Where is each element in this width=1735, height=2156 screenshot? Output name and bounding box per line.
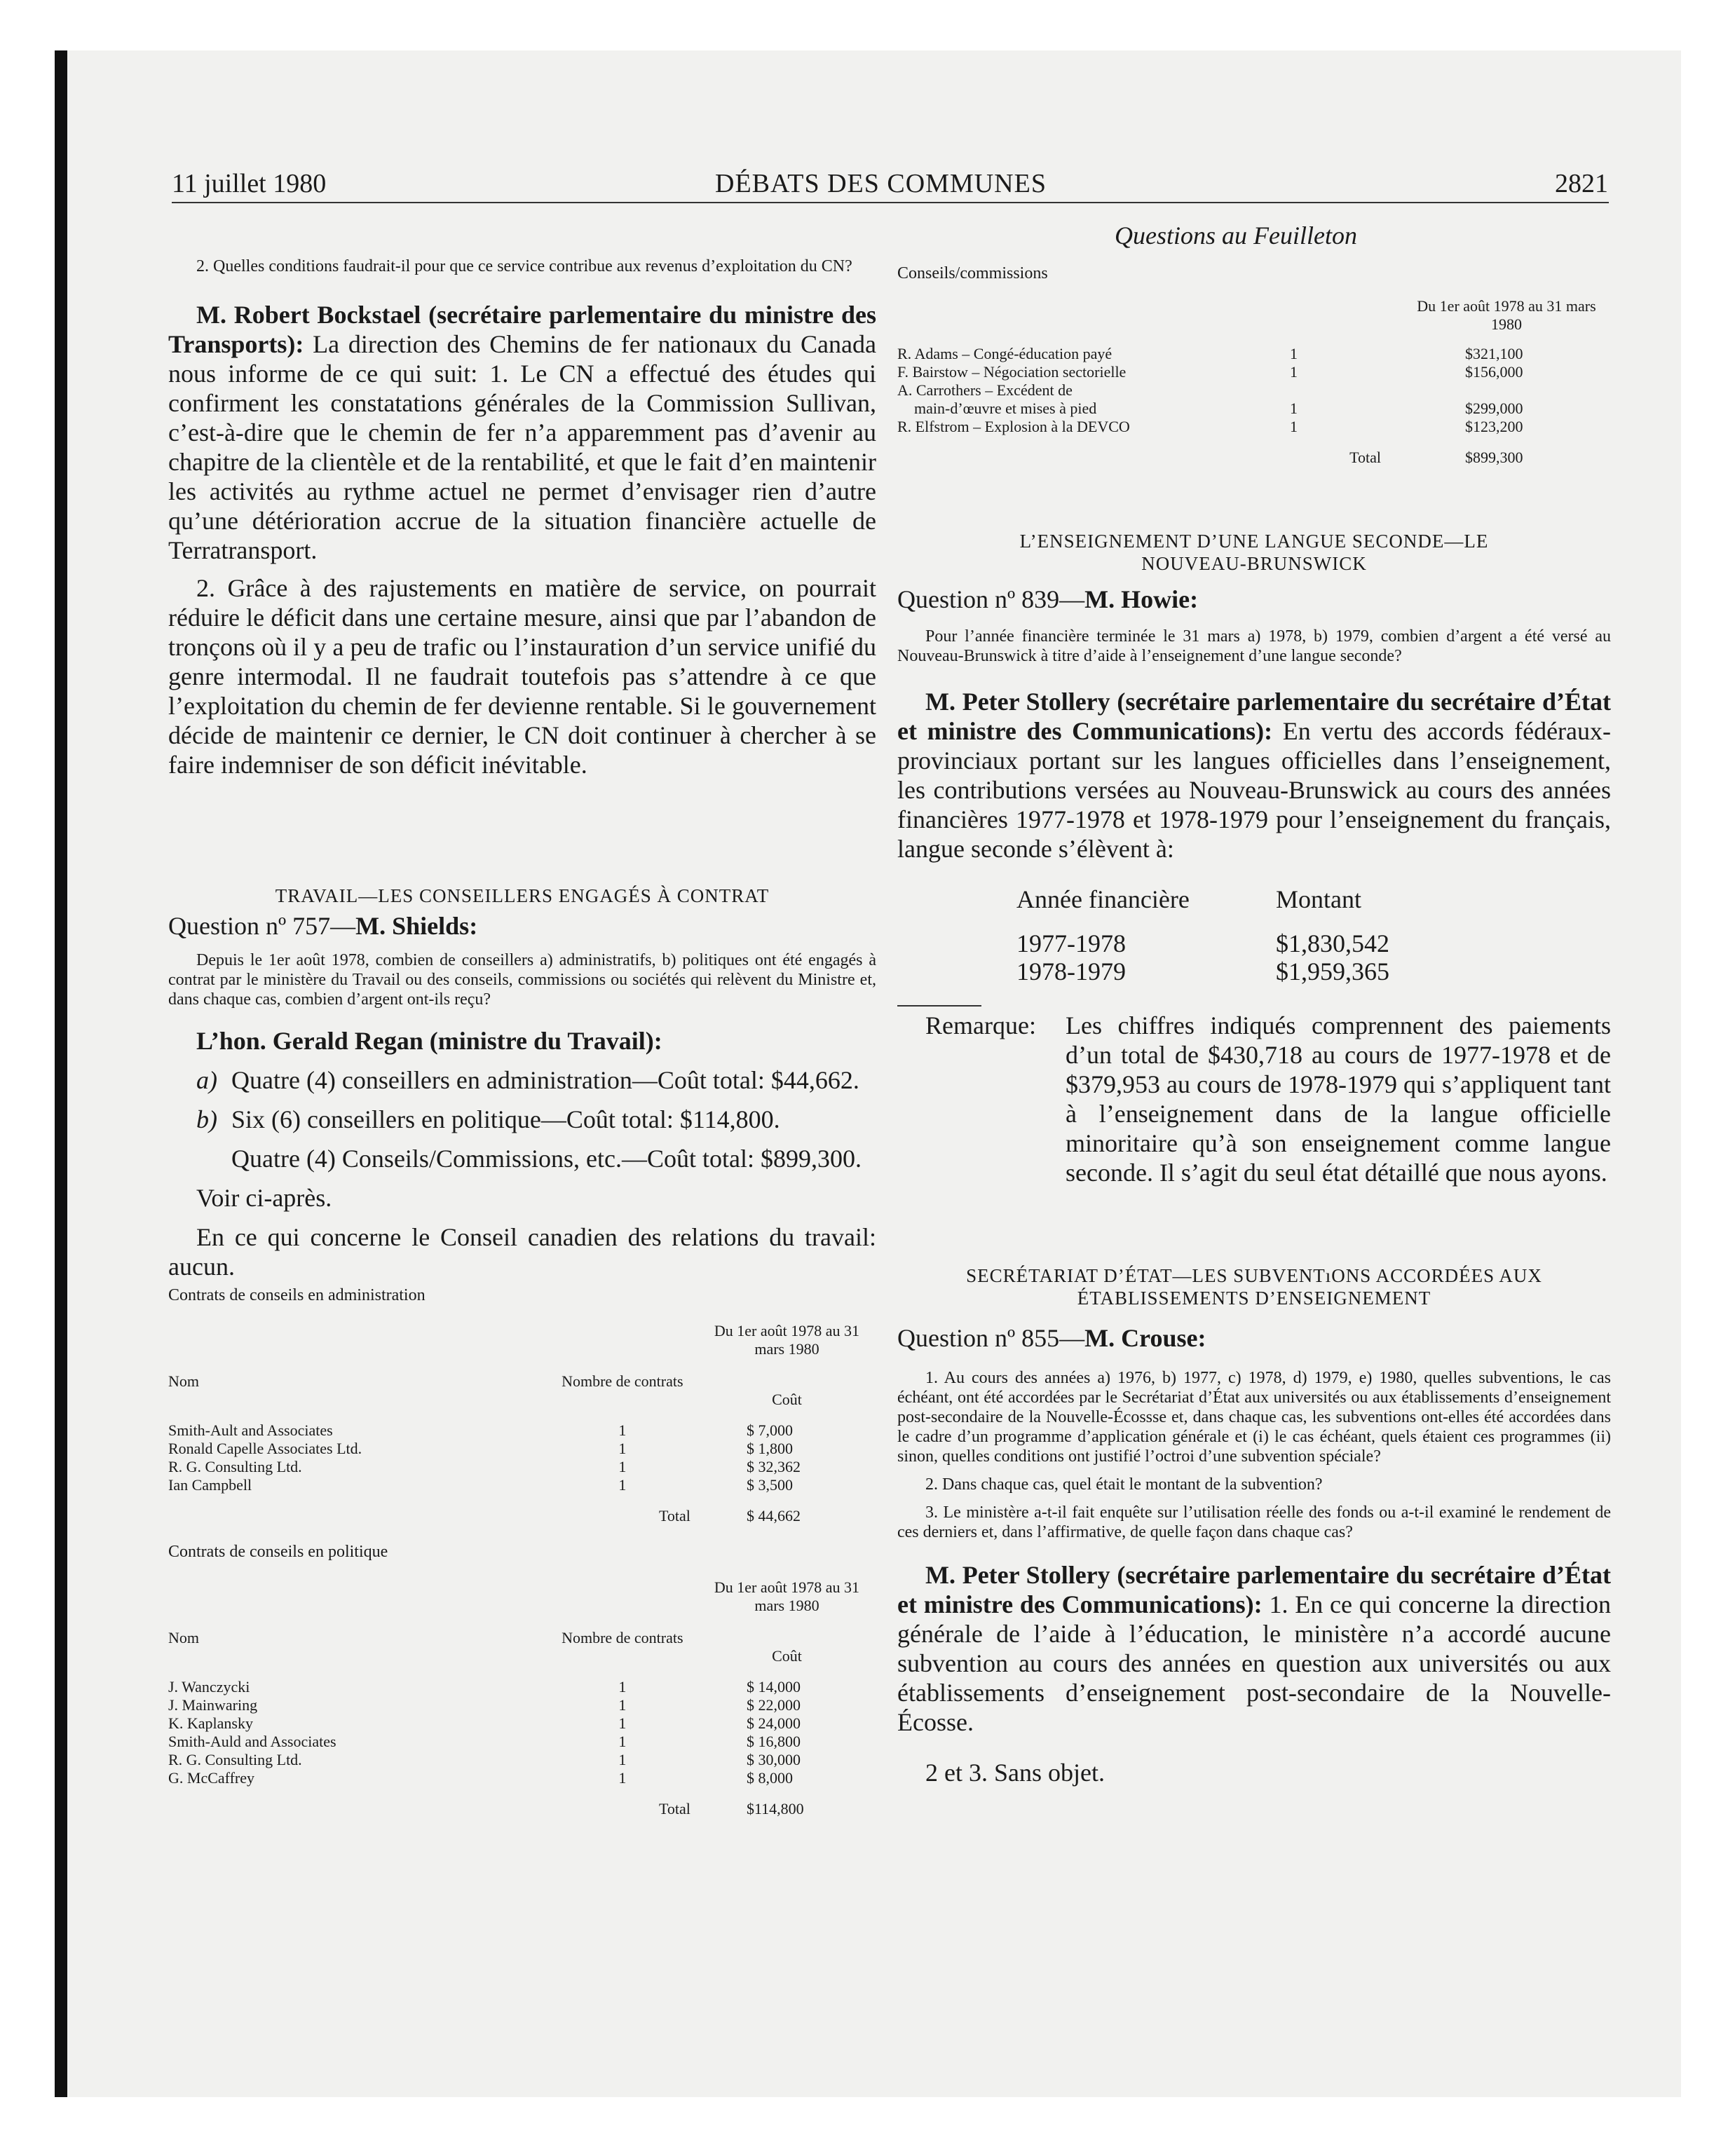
table-row: R. G. Consulting Ltd. 1 $ 32,362 bbox=[168, 1458, 801, 1475]
table-row: Ronald Capelle Associates Ltd. 1 $ 1,800 bbox=[168, 1440, 793, 1457]
table-caption: Contrats de conseils en politique bbox=[168, 1543, 388, 1561]
col-header-count: Nombre de contrats bbox=[562, 1629, 683, 1646]
section-heading: SECRÉTARIAT D’ÉTAT—LES SUBVENTıONS ACCORDÉES AUX ÉTABLISSEMENTS D’ENSEIGNEMENT bbox=[966, 1265, 1542, 1309]
scan-edge-bar bbox=[55, 50, 67, 2097]
answer-text: La direction des Chemins de fer nationaux du Canada nous informe de ce qui suit: 1. Le CN a effectué des études qui confirment les constatations générales de la Commission Sullivan, c’est-à-dire que le chemin de fer n’a apparemment pas d’avenir au chapitre de la clientèle et de la rentabilité, et que le fait d’en maintenir les activités au rythme actuel ne permet d’envisager rien d’autre qu’une détérioration accrue de la situation financière actuelle de Terratransport. bbox=[168, 330, 876, 564]
question-855 bbox=[897, 1323, 1611, 1353]
voir-ci-apres: Voir ci-après. bbox=[196, 1184, 332, 1212]
stollery-answer bbox=[897, 687, 1611, 864]
table-row: F. Bairstow – Négociation sectorielle 1 $156,000 bbox=[897, 363, 1523, 381]
answer-item-b bbox=[168, 1105, 876, 1134]
admin-contracts-table bbox=[168, 1322, 876, 1525]
item-marker: a) bbox=[196, 1066, 217, 1094]
question-number: Question nº 757— bbox=[168, 912, 356, 940]
table-caption: Contrats de conseils en administration bbox=[168, 1286, 426, 1304]
answer-text: En vertu des accords fédéraux-provinciaux portant sur les langues officielles dans l’enseignement, les contributions versées au Nouveau-Brunswick au cours des années financières 1977-1978 et 1978-1979 pour l’enseignement du français, langue seconde s’élèvent à: bbox=[897, 717, 1611, 863]
question-author: M. Crouse: bbox=[1084, 1324, 1206, 1352]
remark-label: Remarque: bbox=[925, 1011, 1036, 1039]
period-label: Du 1er août 1978 au 31 mars 1980 bbox=[714, 1322, 860, 1358]
question-author: M. Howie: bbox=[1084, 585, 1199, 613]
section-subheader: Questions au Feuilleton bbox=[1115, 221, 1357, 250]
question-number: Question nº 839— bbox=[897, 585, 1085, 613]
bockstael-answer-2: 2. Grâce à des rajustements en matière de service, on pourrait réduire le déficit dans une certaine mesure, ainsi que par l’abandon de tronçons où il y a peu de trafic ou l’instauration d’un service unifié du genre intermodal. Il ne faudrait toutefois pas s’attendre à ce que l’exploitation du chemin de fer devienne rentable. Si le gouvernement décide de maintenir ce dernier, le CN doit continuer à chercher à se faire indemniser de son déficit inévitable. bbox=[168, 574, 876, 779]
question-855-part-1: 1. Au cours des années a) 1976, b) 1977, c) 1978, d) 1979, e) 1980, quelles subventions, le cas échéant, ont été accordées par le Secrétariat d’État aux universités ou aux établissements d’enseignement post-secondaire de la Nouvelle-Écossse et, dans chaque cas, les subventions ont-elles été accordées dans le cadre d’un programme d’application générale et (i) le cas échéant, quels étaient ces programmes (ii) sinon, quelles conditions ont justifié l’octroi d’une subvention spéciale? bbox=[897, 1369, 1611, 1466]
table-caption: Conseils/commissions bbox=[897, 264, 1048, 282]
question-number: Question nº 855— bbox=[897, 1324, 1085, 1352]
speaker-name: M. Peter Stollery (secrétaire parlementaire du secrétaire d’État et ministre des Communications): bbox=[897, 688, 1611, 745]
question-839-text: Pour l’année financière terminée le 31 mars a) 1978, b) 1979, combien d’argent a été versé au Nouveau-Brunswick à titre d’aide à l’enseignement d’une langue seconde? bbox=[897, 627, 1611, 665]
section-heading: L’ENSEIGNEMENT D’UNE LANGUE SECONDE—LE NOUVEAU-BRUNSWICK bbox=[1019, 531, 1489, 574]
table-row: G. McCaffrey 1 $ 8,000 bbox=[168, 1769, 793, 1787]
footnote-rule bbox=[897, 1005, 981, 1007]
answer-item-a bbox=[168, 1065, 876, 1095]
table-row: 1977-1978 $1,830,542 bbox=[1016, 929, 1389, 957]
table-total-row: Total $ 44,662 bbox=[659, 1507, 801, 1524]
item-marker: b) bbox=[196, 1105, 217, 1133]
table-row: 1978-1979 $1,959,365 bbox=[1016, 957, 1389, 985]
speaker-name: M. Robert Bockstael (secrétaire parlementaire du ministre des Transports): bbox=[168, 301, 876, 358]
remark-text: Les chiffres indiqués comprennent des paiements d’un total de $430,718 au cours de 1977-1978 et de $379,953 au cours de 1978-1979 qui s’appliquent tant à l’enseignement dans de la langue officielle minoritaire qu’à son enseignement comme langue seconde. Il s’agit du seul état détaillé que nous ayons. bbox=[1066, 1011, 1611, 1187]
item-text: Six (6) conseillers en politique—Coût total: $114,800. bbox=[231, 1105, 780, 1133]
col-header-count: Nombre de contrats bbox=[562, 1372, 683, 1390]
table-row: A. Carrothers – Excédent de bbox=[897, 381, 1073, 399]
question-continuation: 2. Quelles conditions faudrait-il pour que ce service contribue aux revenus d’exploitation du CN? bbox=[196, 257, 852, 275]
right-column bbox=[897, 210, 1611, 1787]
header-page-number: 2821 bbox=[1555, 169, 1608, 198]
stollery-answer-2-closing: 2 et 3. Sans objet. bbox=[925, 1759, 1105, 1787]
col-header-cost: Coût bbox=[772, 1391, 802, 1408]
table-row: Smith-Ault and Associates 1 $ 7,000 bbox=[168, 1421, 793, 1439]
period-label: Du 1er août 1978 au 31 mars 1980 bbox=[714, 1578, 860, 1614]
answer-text: 1. En ce qui concerne la direction générale de l’aide à l’éducation, le ministère n’a accordé aucune subvention au cours des années en question aux universités ou aux établissements d’enseignement post-secondaire de la Nouvelle-Écosse. bbox=[897, 1590, 1611, 1736]
table-row: Ian Campbell 1 $ 3,500 bbox=[168, 1476, 793, 1494]
bockstael-answer bbox=[168, 300, 876, 565]
table-row: R. Elfstrom – Explosion à la DEVCO 1 $123,200 bbox=[897, 418, 1523, 435]
table-row: Smith-Auld and Associates 1 $ 16,800 bbox=[168, 1733, 801, 1750]
fiscal-table-header: Année financière Montant bbox=[1016, 885, 1361, 913]
item-text: Quatre (4) conseillers en administration—Coût total: $44,662. bbox=[231, 1066, 859, 1094]
stollery-answer-2 bbox=[897, 1560, 1611, 1737]
question-757 bbox=[168, 911, 876, 941]
period-label: Du 1er août 1978 au 31 mars 1980 bbox=[1417, 297, 1596, 333]
table-row: R. G. Consulting Ltd. 1 $ 30,000 bbox=[168, 1751, 801, 1768]
left-column bbox=[168, 210, 876, 1818]
col-header-name: Nom bbox=[168, 1372, 199, 1390]
policy-contracts-table bbox=[168, 1578, 876, 1818]
section-heading: TRAVAIL—LES CONSEILLERS ENGAGÉS À CONTRAT bbox=[275, 885, 770, 906]
regan-answer-intro bbox=[168, 1026, 876, 1056]
answer-item-c: Quatre (4) Conseils/Commissions, etc.—Coût total: $899,300. bbox=[231, 1145, 862, 1173]
header-date: 11 juillet 1980 bbox=[172, 169, 327, 198]
table-total-row: Total $114,800 bbox=[659, 1800, 804, 1817]
table-row: R. Adams – Congé-éducation payé 1 $321,100 bbox=[897, 345, 1523, 362]
question-855-part-2: 2. Dans chaque cas, quel était le montant de la subvention? bbox=[925, 1475, 1323, 1494]
table-row: J. Wanczycki 1 $ 14,000 bbox=[168, 1678, 801, 1696]
table-row: J. Mainwaring 1 $ 22,000 bbox=[168, 1696, 801, 1714]
speaker-name: L’hon. Gerald Regan (ministre du Travail): bbox=[196, 1027, 662, 1055]
header-rule bbox=[172, 202, 1609, 203]
question-757-text: Depuis le 1er août 1978, combien de conseillers a) administratifs, b) politiques ont été engagés à contrat par le ministère du Travail ou des conseils, commissions ou sociétés qui relèvent du Ministre et, dans chaque cas, combien d’argent ont-ils reçu? bbox=[168, 951, 876, 1009]
boards-commissions-table bbox=[897, 297, 1611, 467]
ccrt-statement: En ce qui concerne le Conseil canadien des relations du travail: aucun. bbox=[168, 1223, 876, 1281]
table-total-row: Total $899,300 bbox=[1349, 449, 1523, 466]
question-author: M. Shields: bbox=[355, 912, 478, 940]
question-839 bbox=[897, 585, 1611, 614]
speaker-name: M. Peter Stollery (secrétaire parlementaire du secrétaire d’État et ministre des Communications): bbox=[897, 1561, 1611, 1618]
col-header-cost: Coût bbox=[772, 1647, 802, 1665]
table-row: main-d’œuvre et mises à pied 1 $299,000 bbox=[914, 400, 1523, 417]
col-header-name: Nom bbox=[168, 1629, 199, 1646]
question-855-part-3: 3. Le ministère a-t-il fait enquête sur l’utilisation réelle des fonds ou a-t-il examiné le rendement de ces derniers et, dans l’affirmative, de quelle façon dans chaque cas? bbox=[897, 1503, 1611, 1541]
header-title: DÉBATS DES COMMUNES bbox=[715, 169, 1047, 198]
table-row: K. Kaplansky 1 $ 24,000 bbox=[168, 1714, 801, 1732]
remark-note bbox=[897, 1011, 1611, 1187]
